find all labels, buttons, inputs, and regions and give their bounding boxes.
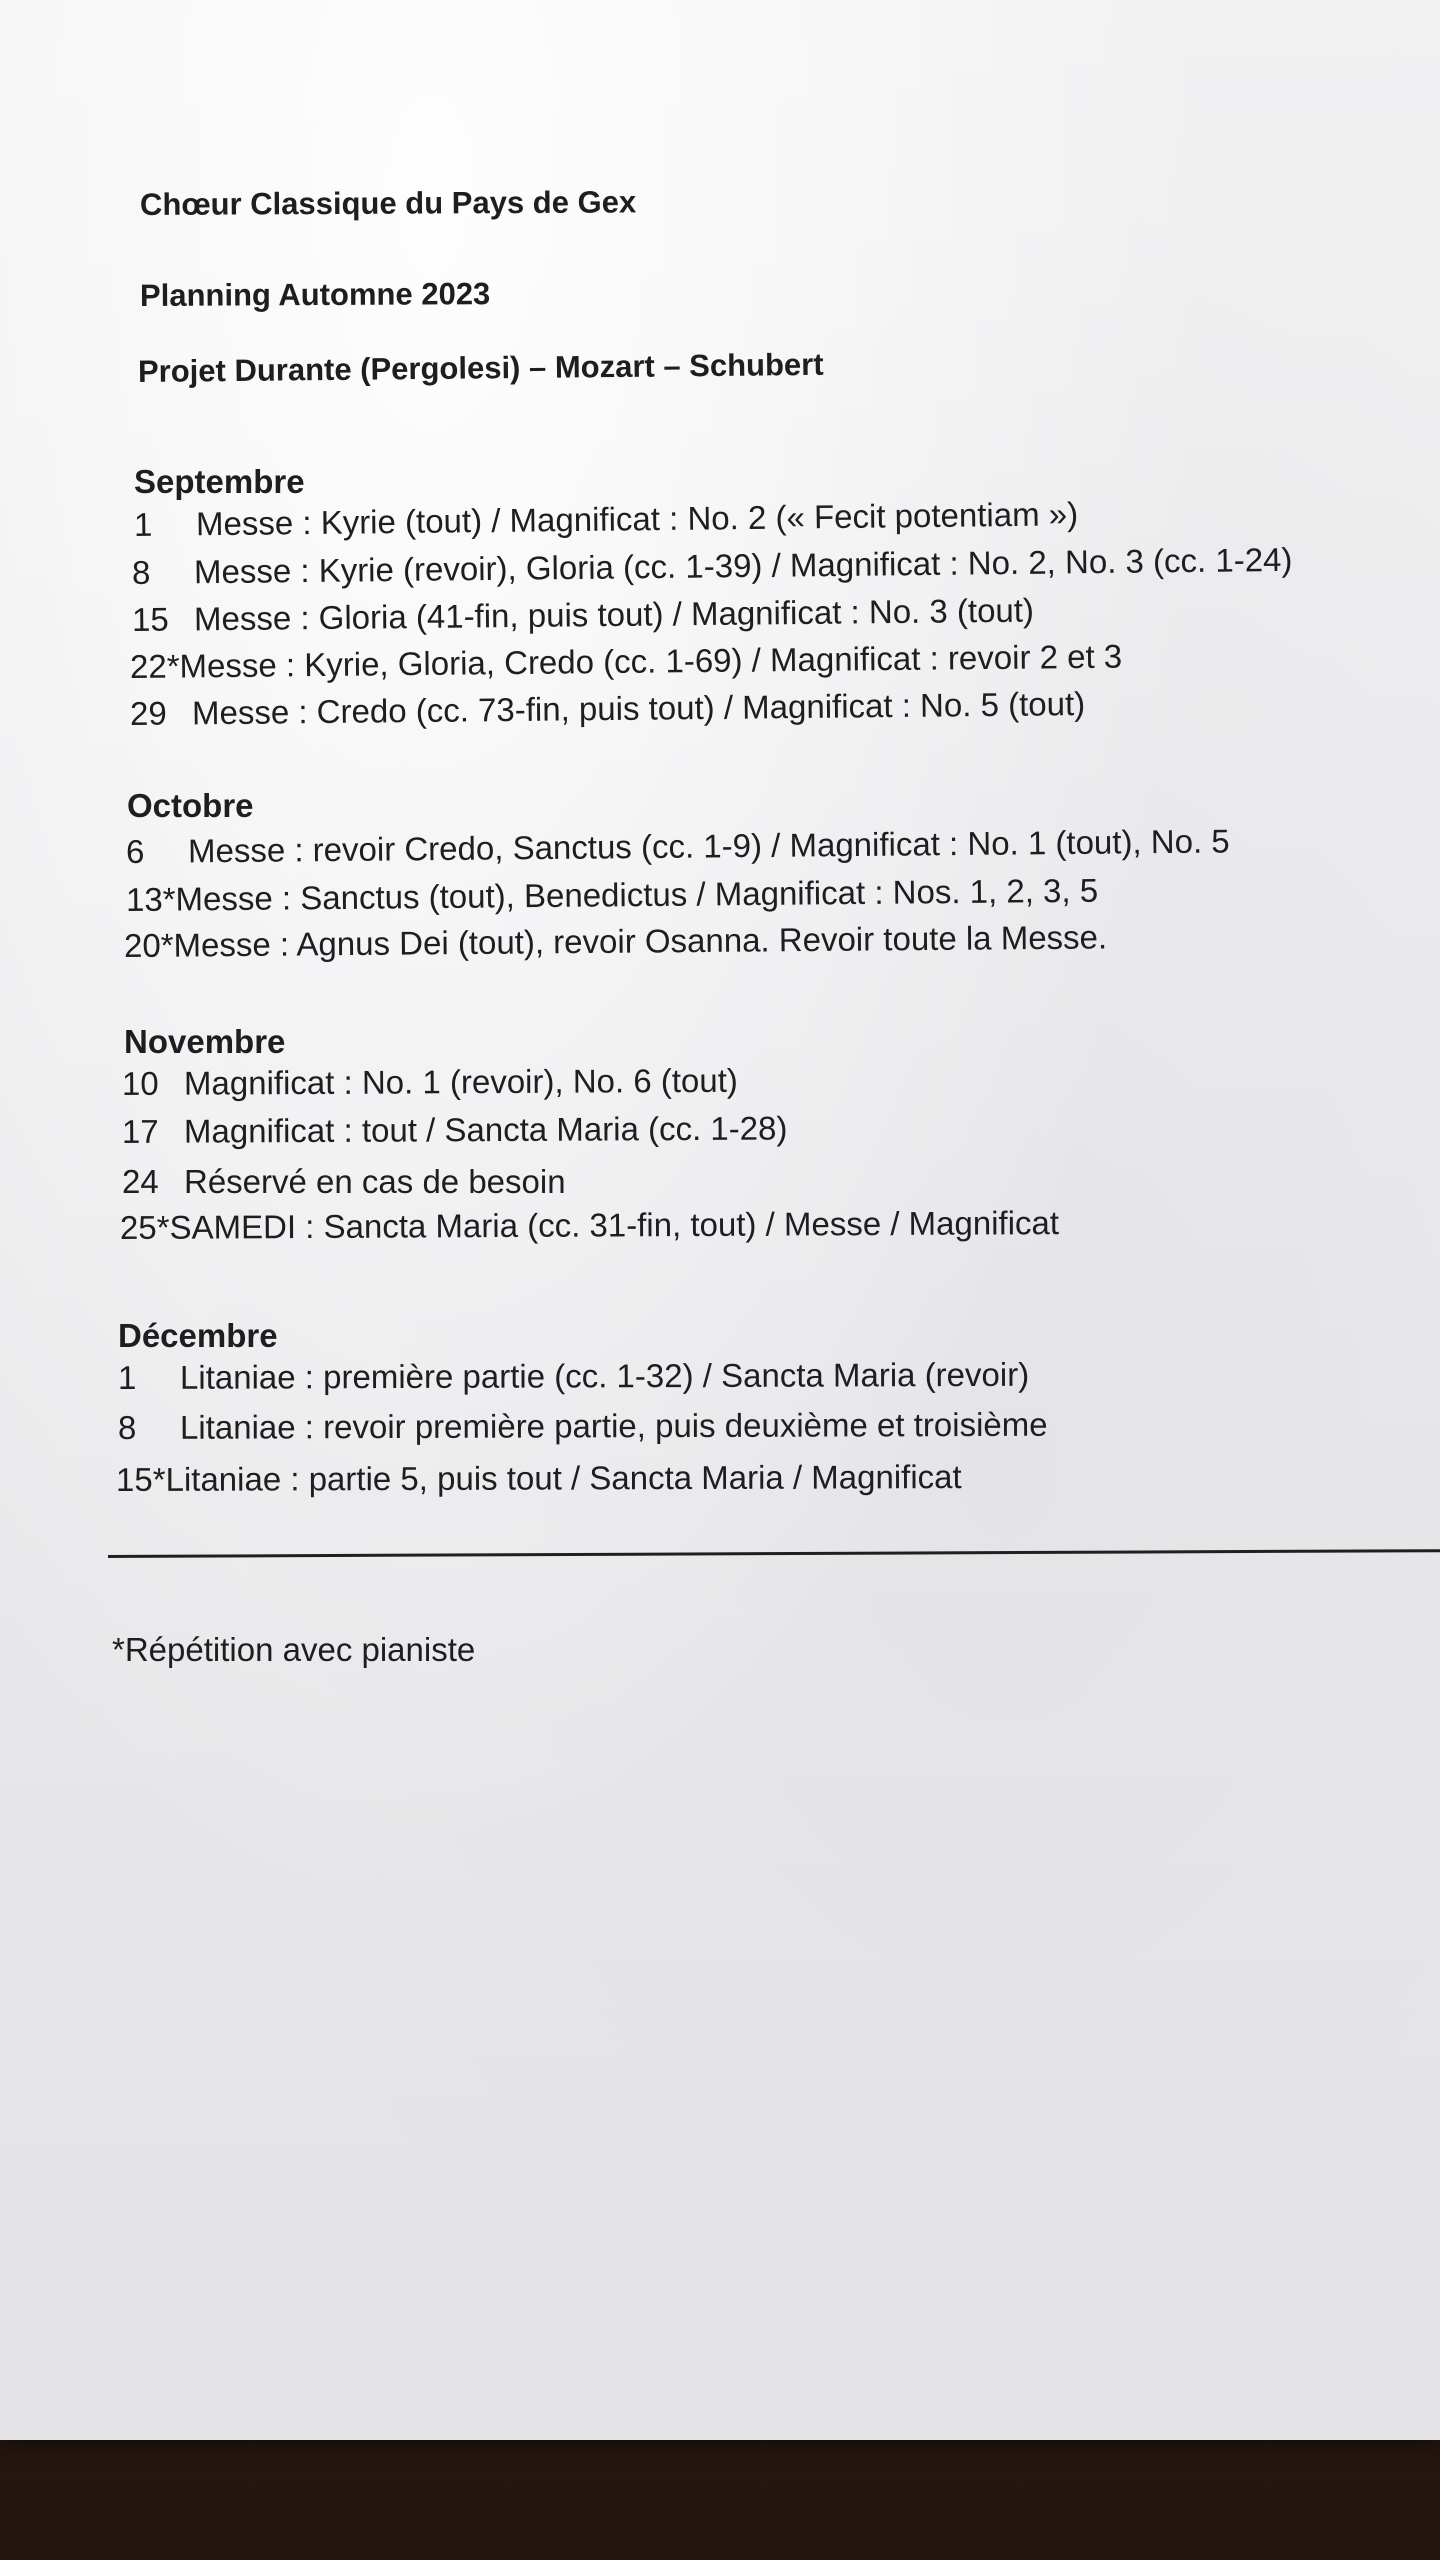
entry-day: 15 xyxy=(131,600,169,638)
schedule-entry xyxy=(122,1061,738,1104)
entry-text: Réservé en cas de besoin xyxy=(184,1163,566,1200)
horizontal-rule xyxy=(108,1549,1440,1558)
schedule-entry xyxy=(122,1162,566,1202)
entry-text: Litaniae : première partie (cc. 1-32) / Sancta Maria (revoir) xyxy=(179,1355,1030,1396)
entry-text: Messe : Agnus Dei (tout), revoir Osanna. Revoir toute la Messe. xyxy=(173,918,1108,964)
schedule-entry xyxy=(126,871,1099,920)
entry-day: 6 xyxy=(125,832,145,870)
month-heading-septembre: Septembre xyxy=(134,463,305,500)
planning-title: Planning Automne 2023 xyxy=(139,276,491,313)
entry-day: 10 xyxy=(121,1064,159,1102)
schedule-entry xyxy=(132,540,1293,593)
schedule-entry xyxy=(120,1203,1059,1248)
entry-text: Messe : revoir Credo, Sanctus (cc. 1-9) / Magnificat : No. 1 (tout), No. 5 xyxy=(187,822,1230,870)
entry-text: Litaniae : revoir première partie, puis deuxième et troisième xyxy=(179,1405,1048,1446)
entry-text: Litaniae : partie 5, puis tout / Sancta Maria / Magnificat xyxy=(165,1458,962,1498)
month-heading-decembre: Décembre xyxy=(118,1317,278,1354)
entry-day: 1 xyxy=(117,1358,137,1396)
entry-text: Magnificat : tout / Sancta Maria (cc. 1-28) xyxy=(183,1109,788,1150)
entry-day: 24 xyxy=(122,1163,159,1200)
entry-text: Messe : Kyrie, Gloria, Credo (cc. 1-69) / Magnificat : revoir 2 et 3 xyxy=(179,637,1123,685)
month-heading-novembre: Novembre xyxy=(124,1023,286,1060)
entry-text: Magnificat : No. 1 (revoir), No. 6 (tout) xyxy=(183,1061,738,1102)
entry-day: 25* xyxy=(119,1208,170,1246)
entry-day: 8 xyxy=(131,553,151,591)
entry-text: Messe : Gloria (41-fin, puis tout) / Magnificat : No. 3 (tout) xyxy=(193,591,1035,638)
entry-day: 29 xyxy=(129,694,167,732)
entry-day: 15* xyxy=(115,1460,166,1498)
schedule-entry xyxy=(118,1355,1029,1398)
schedule-entry xyxy=(130,637,1123,687)
schedule-entry xyxy=(132,591,1034,640)
schedule-entry xyxy=(122,1109,788,1152)
schedule-entry xyxy=(124,917,1107,966)
entry-text: Messe : Kyrie (tout) / Magnificat : No. 2 (« Fecit potentiam ») xyxy=(195,495,1079,543)
project-title: Projet Durante (Pergolesi) – Mozart – Schubert xyxy=(137,346,824,389)
entry-text: Messe : Credo (cc. 73-fin, puis tout) / Magnificat : No. 5 (tout) xyxy=(191,684,1086,732)
schedule-entry xyxy=(116,1457,962,1500)
month-heading-octobre: Octobre xyxy=(127,787,254,824)
entry-day: 1 xyxy=(133,505,153,543)
entry-day: 20* xyxy=(123,926,174,964)
entry-day: 8 xyxy=(117,1408,137,1446)
choir-title: Chœur Classique du Pays de Gex xyxy=(139,184,637,222)
entry-day: 17 xyxy=(121,1112,159,1150)
entry-text: SAMEDI : Sancta Maria (cc. 31-fin, tout) / Messe / Magnificat xyxy=(169,1204,1060,1246)
entry-day: 22* xyxy=(129,647,180,685)
schedule-entry xyxy=(126,821,1230,872)
entry-day: 13* xyxy=(125,880,176,918)
entry-text: Messe : Kyrie (revoir), Gloria (cc. 1-39) / Magnificat : No. 2, No. 3 (cc. 1-24) xyxy=(193,540,1293,591)
footnote: *Répétition avec pianiste xyxy=(112,1631,476,1668)
schedule-entry xyxy=(118,1405,1048,1448)
entry-text: Messe : Sanctus (tout), Benedictus / Magnificat : Nos. 1, 2, 3, 5 xyxy=(175,871,1099,918)
schedule-entry xyxy=(130,684,1086,734)
